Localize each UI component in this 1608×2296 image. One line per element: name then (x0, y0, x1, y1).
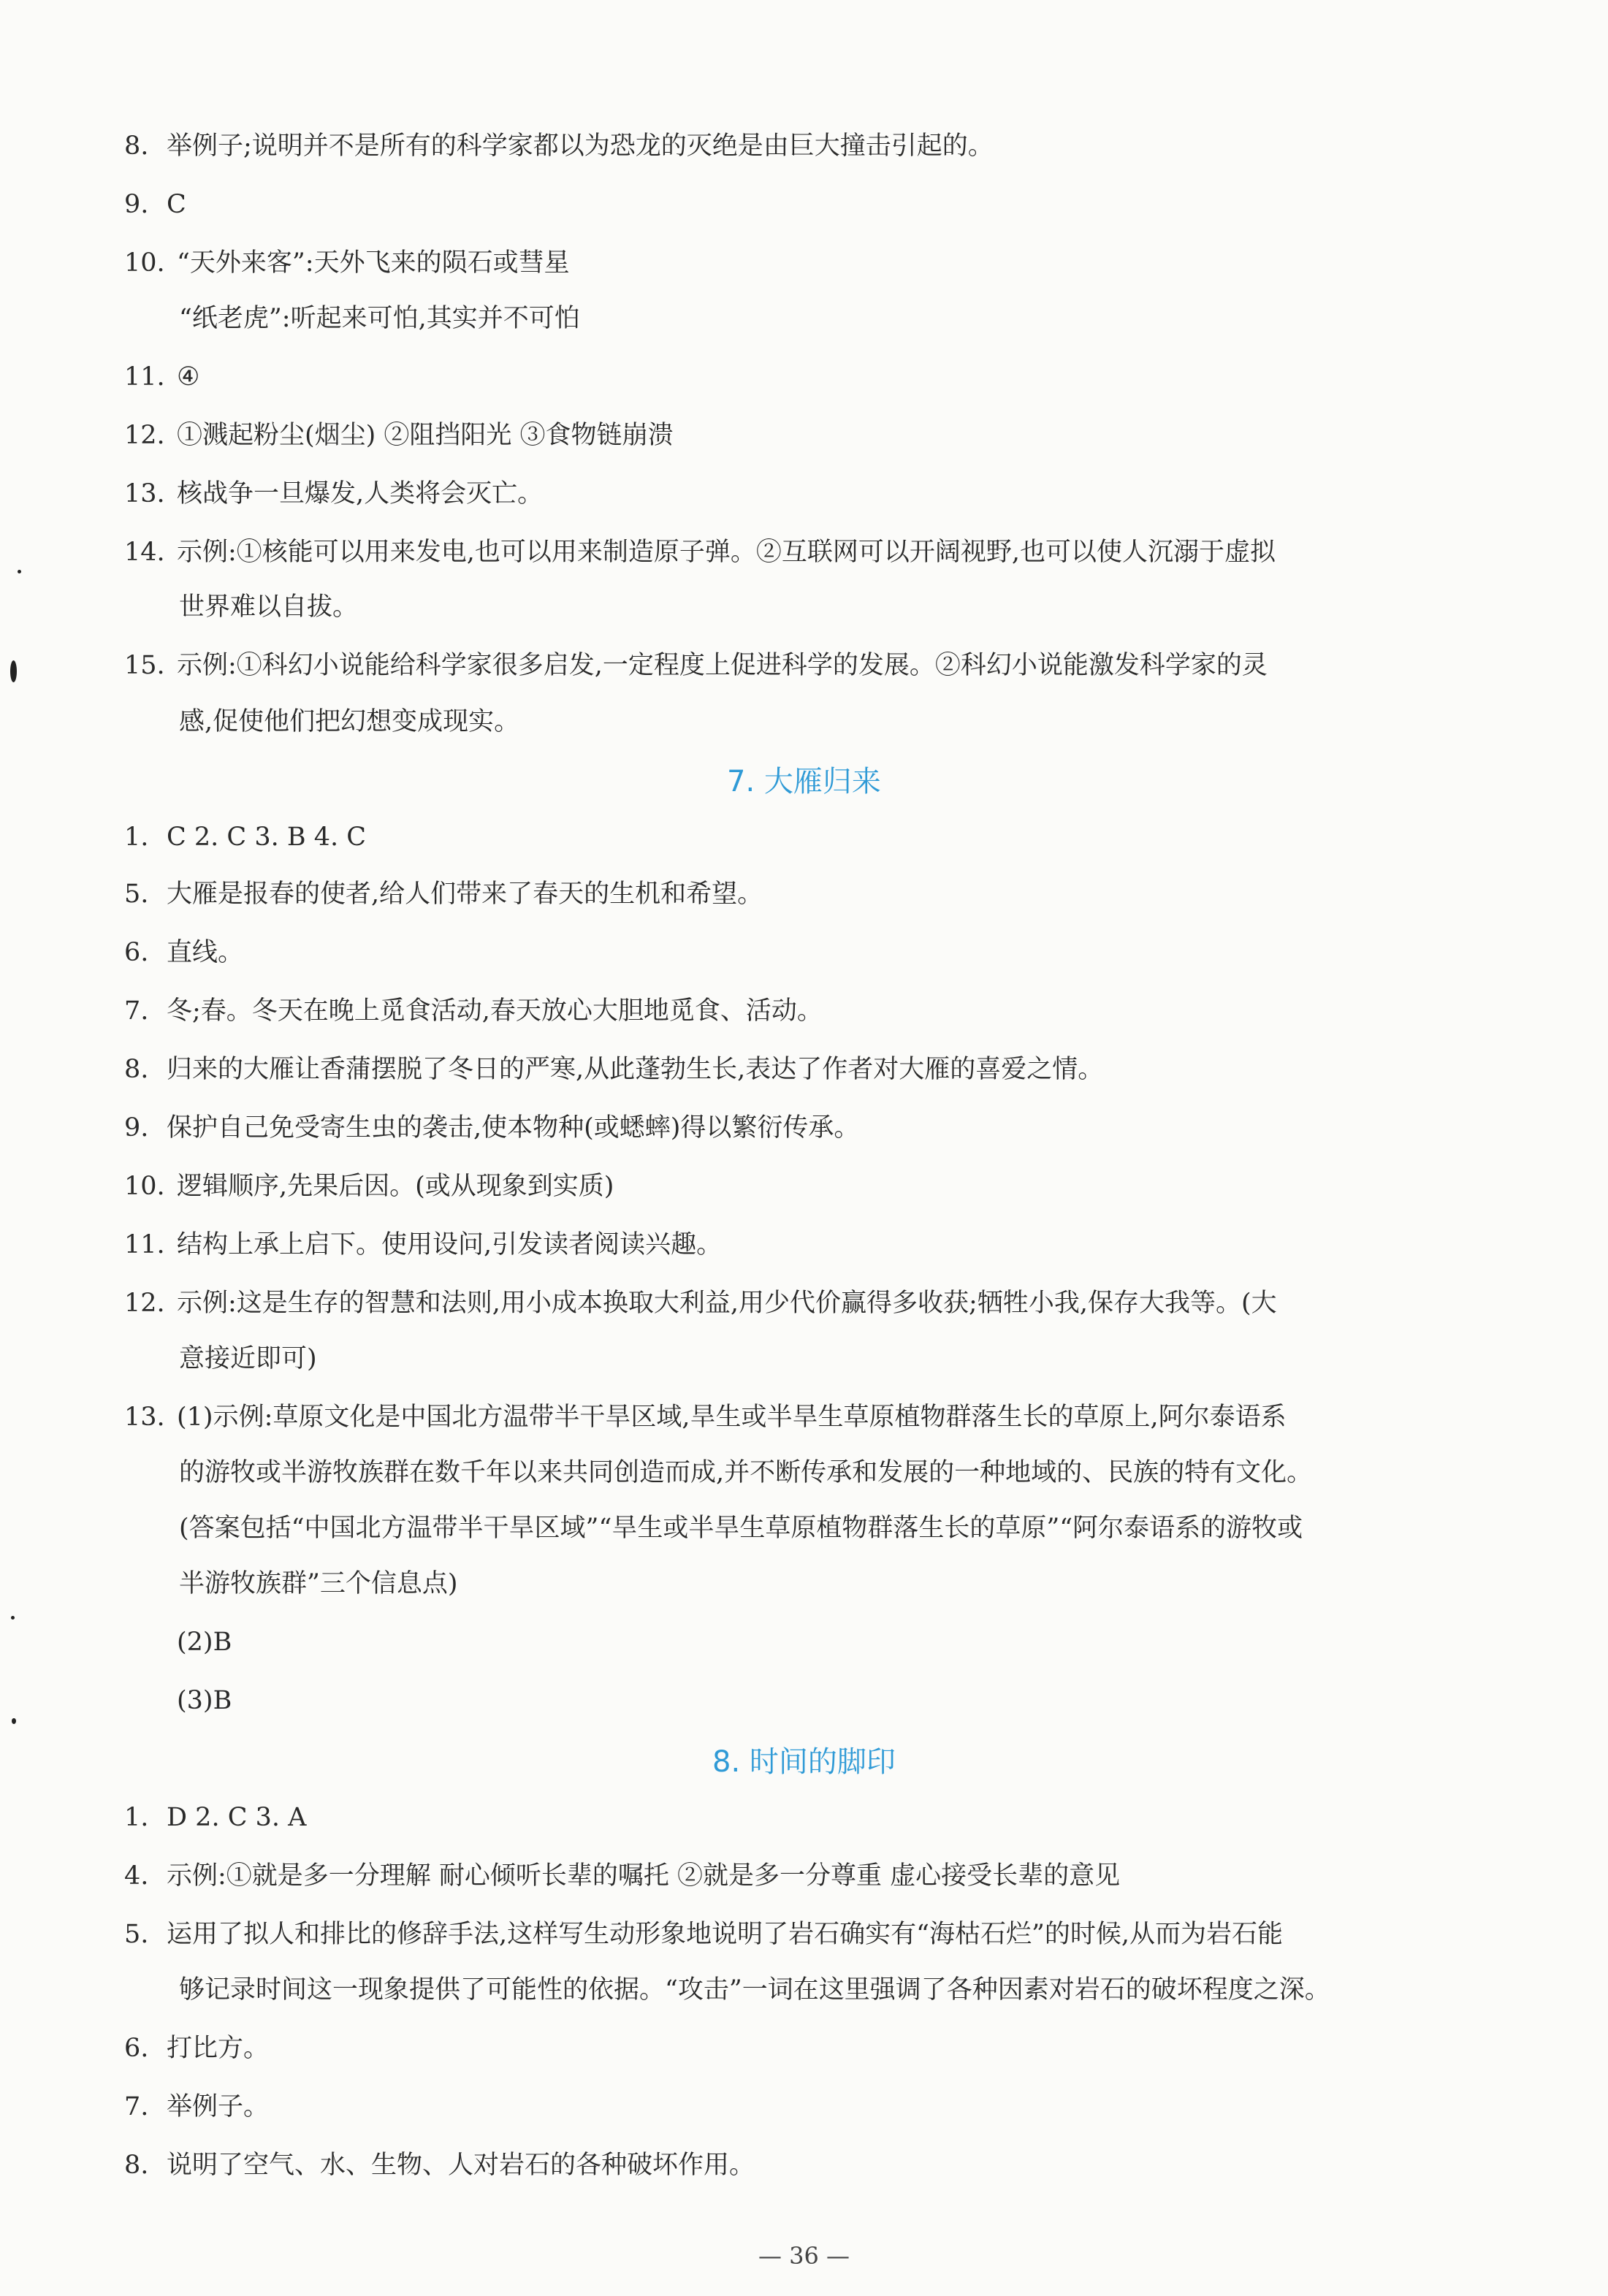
answer-13-note: (答案包括“中国北方温带半干旱区域”“旱生或半旱生草原植物群落生长的草原”“阿尔泰语系的游牧或 (179, 1514, 1303, 1543)
answer-12-cont: 意接近即可) (179, 1344, 317, 1373)
answer-6: 6. 直线。 (124, 938, 244, 967)
answer-11: 11. 结构上承上启下。使用设问,引发读者阅读兴趣。 (124, 1230, 723, 1259)
answer-6: 6. 打比方。 (124, 2034, 270, 2063)
answer-5-cont: 够记录时间这一现象提供了可能性的依据。“攻击”一词在这里强调了各种因素对岩石的破坏程度之深。 (179, 1975, 1330, 2005)
answer-14: 14. 示例:①核能可以用来发电,也可以用来制造原子弹。②互联网可以开阔视野,也可以使人沉溺于虚拟 (124, 538, 1276, 567)
answer-13-note-cont: 半游牧族群”三个信息点) (179, 1569, 458, 1598)
answer-15: 15. 示例:①科幻小说能给科学家很多启发,一定程度上促进科学的发展。②科幻小说能激发科学家的灵 (124, 651, 1268, 680)
answer-4: 4. 示例:①就是多一分理解 耐心倾听长辈的嘱托 ②就是多一分尊重 虚心接受长辈的意见 (124, 1861, 1121, 1891)
page-number: — 36 — (758, 2242, 850, 2270)
answer-7: 7. 举例子。 (124, 2092, 270, 2121)
answer-11: 11. ④ (124, 362, 200, 392)
scan-speck (11, 1616, 15, 1620)
answer-5: 5. 运用了拟人和排比的修辞手法,这样写生动形象地说明了岩石确实有“海枯石烂”的时候,从而为岩石能 (124, 1920, 1284, 1949)
scan-speck (18, 570, 21, 573)
answer-12: 12. ①溅起粉尘(烟尘) ②阻挡阳光 ③食物链崩溃 (124, 421, 674, 450)
answer-13-cont: 的游牧或半游牧族群在数千年以来共同创造而成,并不断传承和发展的一种地域的、民族的特有文化。 (179, 1458, 1313, 1487)
answer-8: 8. 说明了空气、水、生物、人对岩石的各种破坏作用。 (124, 2151, 755, 2180)
answer-9: 9. 保护自己免受寄生虫的袭击,使本物种(或蟋蟀)得以繁衍传承。 (124, 1113, 860, 1143)
answer-9: 9. C (124, 190, 186, 219)
answer-13-3: (3)B (177, 1686, 232, 1715)
answer-12: 12. 示例:这是生存的智慧和法则,用小成本换取大利益,用少代价赢得多收获;牺牲小我,保存大我等。(大 (124, 1289, 1277, 1318)
answer-13: 13. 核战争一旦爆发,人类将会灭亡。 (124, 479, 544, 508)
lesson-8-title: 8. 时间的脚印 (712, 1745, 896, 1779)
answer-8: 8. 归来的大雁让香蒲摆脱了冬日的严寒,从此蓬勃生长,表达了作者对大雁的喜爱之情。 (124, 1055, 1104, 1084)
answer-15-cont: 感,促使他们把幻想变成现实。 (179, 707, 520, 736)
lesson-7-title: 7. 大雁归来 (727, 765, 881, 798)
answer-13: 13. (1)示例:草原文化是中国北方温带半干旱区域,旱生或半旱生草原植物群落生长的草原上,阿尔泰语系 (124, 1403, 1287, 1432)
scan-speck (10, 660, 17, 682)
answer-7: 7. 冬;春。冬天在晚上觅食活动,春天放心大胆地觅食、活动。 (124, 996, 823, 1026)
answer-13-2: (2)B (177, 1628, 232, 1657)
scan-speck (12, 1718, 16, 1724)
answer-10-cont: “纸老虎”:听起来可怕,其实并不可怕 (179, 304, 580, 333)
answer-14-cont: 世界难以自拔。 (179, 592, 359, 622)
answer-1-3: 1. D 2. C 3. A (124, 1803, 307, 1832)
answer-8: 8. 举例子;说明并不是所有的科学家都以为恐龙的灭绝是由巨大撞击引起的。 (124, 131, 994, 161)
answer-10: 10. “天外来客”:天外飞来的陨石或彗星 (124, 248, 570, 278)
answer-5: 5. 大雁是报春的使者,给人们带来了春天的生机和希望。 (124, 880, 763, 909)
answer-1-4: 1. C 2. C 3. B 4. C (124, 823, 366, 852)
answer-10: 10. 逻辑顺序,先果后因。(或从现象到实质) (124, 1172, 614, 1201)
